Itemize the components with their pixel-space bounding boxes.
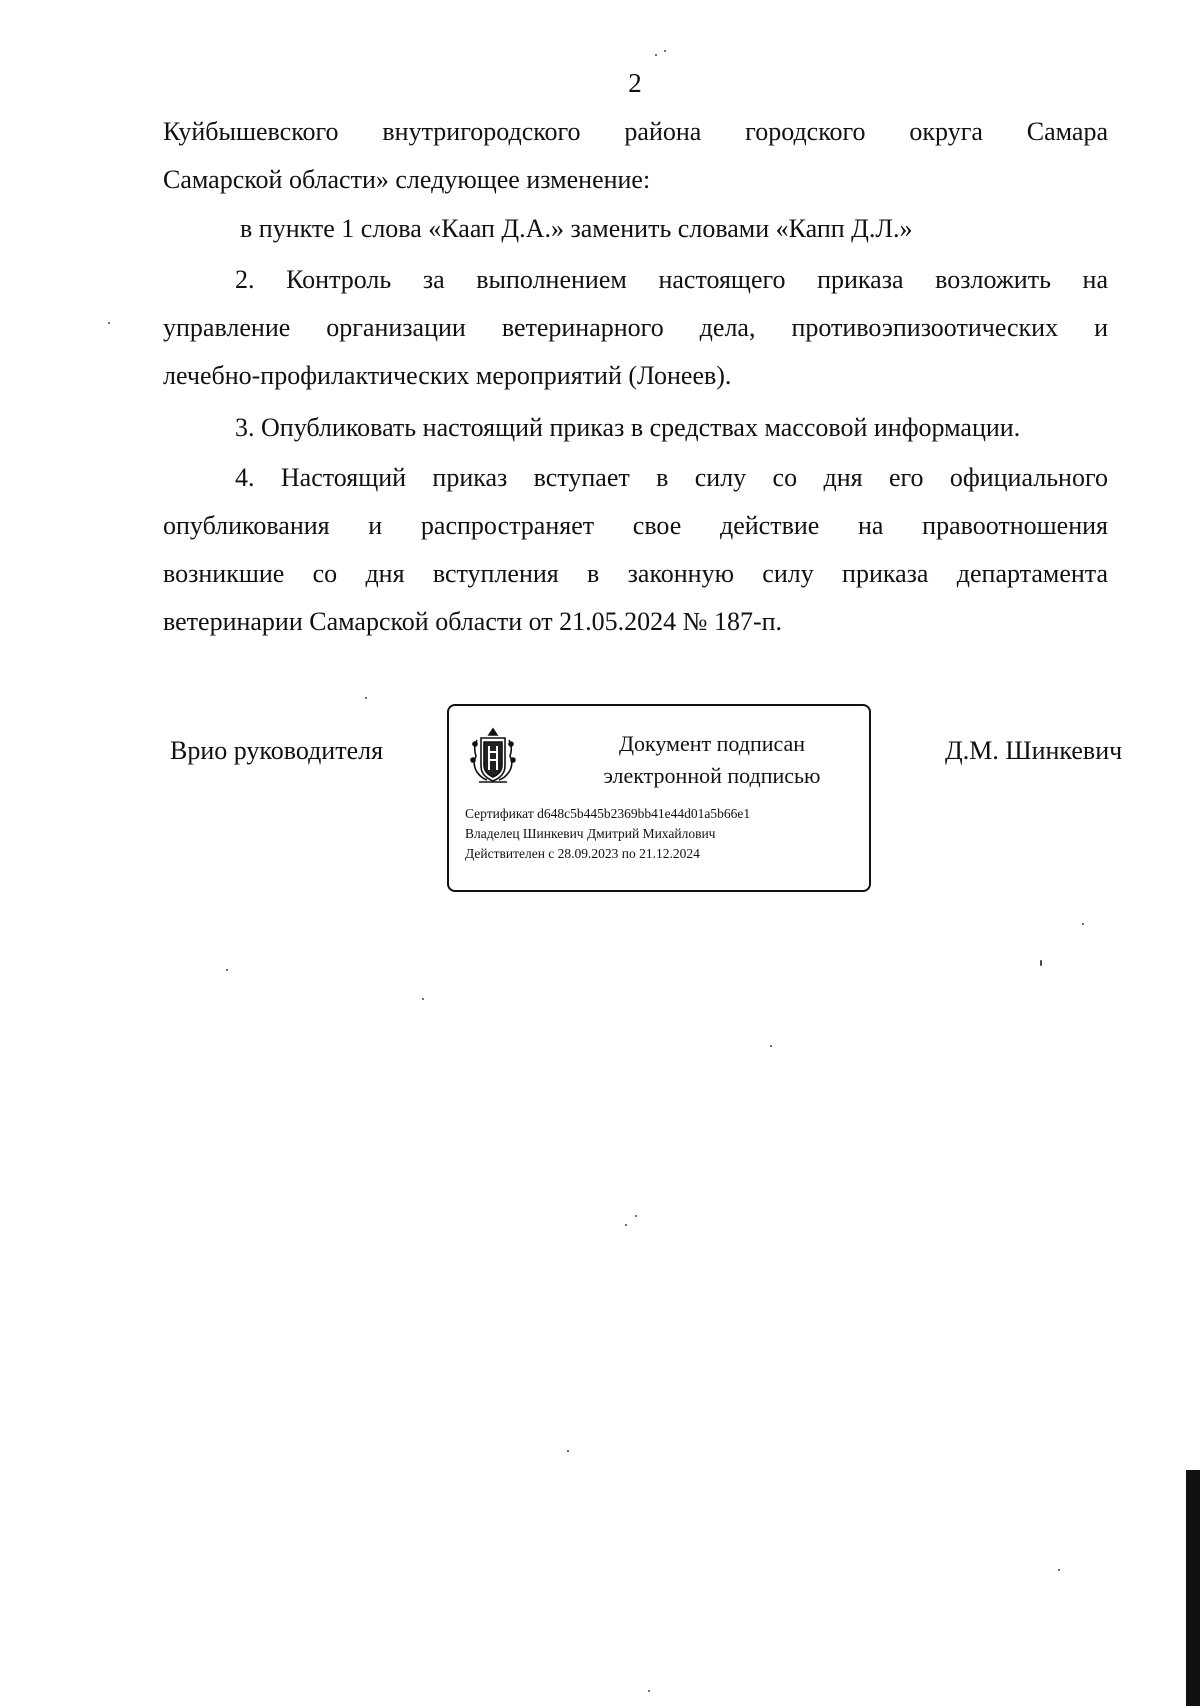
paragraph-line: ветеринарии Самарской области от 21.05.2024 № 187-п. xyxy=(163,607,783,636)
signer-name: Д.М. Шинкевич xyxy=(945,736,1123,765)
paragraph-line: 2. Контроль за выполнением настоящего приказа возложить на xyxy=(235,265,1108,294)
paragraph-line: Самарской области» следующее изменение: xyxy=(163,165,651,194)
scan-speck xyxy=(108,322,110,324)
scan-speck xyxy=(365,697,367,699)
paragraph-line: управление организации ветеринарного дела, противоэпизоотических и xyxy=(163,313,1108,342)
stamp-heading-line: электронной подписью xyxy=(603,763,821,788)
electronic-signature-stamp xyxy=(447,704,871,892)
paragraph-item-2 xyxy=(163,256,1108,400)
scan-speck xyxy=(1040,960,1042,966)
scan-speck xyxy=(567,1450,569,1452)
stamp-validity: Действителен с 28.09.2023 по 21.12.2024 xyxy=(465,846,700,861)
scan-edge xyxy=(1186,1470,1200,1706)
paragraph-line: Куйбышевского внутригородского района городского округа Самара xyxy=(163,117,1108,146)
stamp-certificate: Сертификат d648c5b445b2369bb41e44d01a5b66e1 xyxy=(465,806,751,821)
paragraph-item-3: 3. Опубликовать настоящий приказ в средствах массовой информации. xyxy=(235,413,1021,442)
scan-speck xyxy=(648,1690,650,1692)
coat-of-arms-icon xyxy=(467,726,519,786)
stamp-heading-line: Документ подписан xyxy=(618,731,806,756)
scan-speck xyxy=(1058,1569,1060,1571)
scan-speck xyxy=(422,998,424,1000)
page-number: 2 xyxy=(628,68,642,98)
paragraph-line: возникшие со дня вступления в законную силу приказа департамента xyxy=(163,559,1108,588)
paragraph-line: лечебно-профилактических мероприятий (Лонеев). xyxy=(163,361,732,390)
paragraph-continuation xyxy=(163,108,1108,204)
scan-speck xyxy=(770,1045,772,1047)
scan-speck xyxy=(226,969,228,971)
stamp-heading xyxy=(567,728,857,792)
scan-speck xyxy=(635,1215,637,1217)
scan-speck xyxy=(625,1224,627,1226)
scan-speck xyxy=(655,54,657,56)
paragraph-line: опубликования и распространяет свое действие на правоотношения xyxy=(163,511,1108,540)
paragraph-item-4 xyxy=(163,454,1108,646)
signer-title: Врио руководителя xyxy=(170,736,384,765)
scan-speck xyxy=(664,50,666,52)
stamp-details xyxy=(465,804,750,864)
paragraph-amendment: в пункте 1 слова «Каап Д.А.» заменить словами «Капп Д.Л.» xyxy=(240,214,913,243)
paragraph-line: 4. Настоящий приказ вступает в силу со дня его официального xyxy=(235,463,1108,492)
scan-speck xyxy=(1082,923,1084,925)
stamp-owner: Владелец Шинкевич Дмитрий Михайлович xyxy=(465,826,716,841)
